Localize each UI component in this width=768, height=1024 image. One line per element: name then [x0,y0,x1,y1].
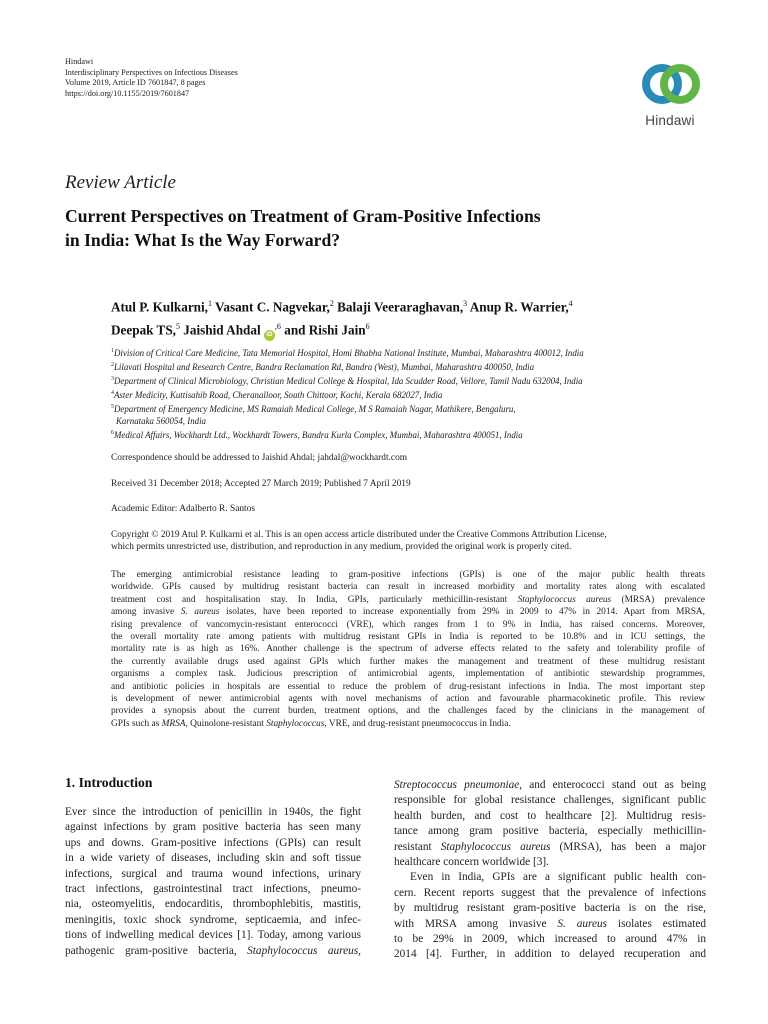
italic-run: S. aureus [557,917,608,930]
abstract-line: the overall mortality rate among patients with multidrug resistant GPIs in India is reported to be 10.8% and in ICU settings, the [111,632,705,643]
italic-run: Streptococcus pneumoniae, [394,779,523,791]
article-title [65,204,705,252]
body-line: 2014 [4]. Further, in addition to delayed recuperation and [394,948,706,961]
body-line: tions of indwelling medical devices [1]. Today, among various [65,929,361,942]
author-affil-marker: 4 [568,299,573,308]
abstract-line: organisms a complex task. Judicious prescription of antimicrobial agents, implementation of antibiotic stewardship programmes, [111,669,705,680]
abstract-line: rising prevalence of vancomycin-resistant enterococci (VRE), which ranges from 1 to 9% in India, has raised concerns. Moreover, [111,619,705,630]
affiliation-marker: 1 [111,348,114,354]
author-affil-marker: 1 [207,299,212,308]
affiliation-item [111,427,711,441]
journal-name: Interdisciplinary Perspectives on Infectious Diseases [65,67,238,77]
doi-link[interactable]: https://doi.org/10.1155/2019/7601847 [65,88,190,98]
affiliation-marker: 6 [111,430,114,437]
author-name: Deepak TS, [111,322,176,338]
italic-run: Staphylococcus aureus [440,840,551,853]
text-run: isolates estimated [607,917,707,930]
text-run: (MRSA) prevalence [611,594,705,605]
italic-run: MRSA [161,718,186,729]
affiliation-marker: 2 [111,362,114,369]
correspondence: Correspondence should be addressed to Jaishid Ahdal; jahdal@wockhardt.com [111,453,408,463]
body-line [394,778,706,793]
author-affil-marker: 3 [463,299,468,308]
author-affil-marker: ,6 [274,322,281,332]
abstract-line: provides a synopsis about the current burden, treatment options, and the challenges faced by the clinicians in the management of [111,706,705,717]
section-heading [65,775,152,791]
author-affil-marker: 2 [329,299,334,308]
body-line: by multidrug resistant gram-positive bacteria is on the rise, [394,902,706,915]
abstract-line: and antibiotic policies in hospitals are essential to reduce the problem of drug-resistant infections in India. The most important step [111,681,705,692]
body-line: tance among gram positive bacteria, especially methicillin- [394,825,706,838]
text-run: (MRSA), has been a major [550,840,706,853]
text-run: with MRSA among invasive [394,917,558,930]
affiliation-marker: 3 [111,376,114,383]
hindawi-rings-icon [640,58,702,110]
title-line: Current Perspectives on Treatment of Gram-Positive Infections [65,206,541,226]
body-line: to be 29% in 2009, which increased to around 47% in [394,933,706,946]
text-run: resistant [394,840,441,853]
body-line: ups and downs. Gram-positive infections (GPIs) can result [65,836,361,849]
article-dates: Received 31 December 2018; Accepted 27 March 2019; Published 7 April 2019 [111,479,411,489]
logo-wordmark: Hindawi [645,113,695,128]
body-line: health burden, and cost to healthcare [2]. Multidrug resis- [394,809,706,822]
author-name: and Rishi Jain [280,322,366,338]
text-run: , Quinolone-resistant [185,718,267,729]
affiliation-marker: 5 [111,404,114,411]
body-line: nia, osteomyelitis, endocarditis, thrombophlebitis, mastitis, [65,898,361,911]
affiliation-item [111,359,711,373]
body-column-right [394,778,706,963]
italic-run: Staphylococcus aureus, [247,944,361,957]
abstract-line: worldwide. GPIs caused by multidrug resistant bacteria can result in increased morbidity and mortality rates along with escalated [111,582,705,593]
section-title-text: Introduction [78,775,153,790]
author-name: Anup R. Warrier, [467,299,569,315]
body-line: healthcare concern worldwide [3]. [394,856,549,869]
hindawi-logo [636,58,708,132]
copyright-notice [111,529,711,554]
volume-info: Volume 2019, Article ID 7601847, 8 pages [65,78,206,88]
author-name: Jaishid Ahdal [179,322,261,338]
body-line: Even in India, GPIs are a significant public health con- [410,871,706,884]
abstract-line [111,594,705,606]
body-line [394,917,706,932]
author-affil-marker: 6 [365,322,370,332]
affiliation-item [111,345,711,359]
body-line: cern. Recent reports suggest that the prevalence of infections [394,886,706,899]
author-line [111,294,711,317]
journal-header [65,57,238,99]
author-name: Vasant C. Nagvekar, [211,299,330,315]
text-run: GPIs such as [111,718,162,729]
abstract [111,569,705,730]
copyright-line: which permits unrestricted use, distribution, and reproduction in any medium, provided the original work is properly cited. [111,542,572,553]
affiliation-text: Aster Medicity, Kuttisahib Road, Cheranalloor, South Chittoor, Kochi, Kerala 682027, India [114,390,443,401]
affiliation-list [111,345,711,441]
text-run: , VRE, and drug-resistant pneumococcus in India. [324,718,511,729]
body-line: tract infections, gastrointestinal tract infections, pneumo- [65,883,361,896]
body-line: Ever since the introduction of penicillin in 1940s, the fight [65,806,361,818]
abstract-line [111,606,705,618]
affiliation-text: Department of Clinical Microbiology, Christian Medical College & Hospital, Ida Scudder Road, Vellore, Tamil Nadu 632004, India [114,376,583,387]
affiliation-continuation: Karnataka 560054, India [116,416,206,427]
body-line: responsible for global resistance challenges, significant public [394,794,706,807]
affiliation-text: Lilavati Hospital and Research Centre, Bandra Reclamation Rd, Bandra (West), Mumbai, Maharashtra 400050, India [114,362,535,373]
affiliation-text: Division of Critical Care Medicine, Tata Memorial Hospital, Homi Bhabha National Institute, Mumbai, Maharashtra 400012, India [114,347,584,358]
academic-editor: Academic Editor: Adalberto R. Santos [111,504,255,514]
affiliation-item [111,373,711,387]
author-name: Balaji Veeraraghavan, [333,299,464,315]
italic-run: S. aureus [180,607,220,618]
author-list [111,294,711,341]
abstract-line: the currently available drugs used against GPIs which further makes the management and treatment of these multidrug resistant [111,656,705,667]
body-line: in a wide variety of diseases, including skin and soft tissue [65,852,361,865]
section-number: 1. [65,775,76,790]
body-column-left [65,805,361,959]
abstract-line: The emerging antimicrobial resistance leading to gram-positive infections (GPIs) is one of the major public health threats [111,570,705,580]
text-run: isolates, have been reported to increase exponentially from 29% in 2009 to 47% in 2014. Apart from MRSA, [219,607,706,618]
abstract-line [111,718,705,730]
affiliation-marker: 4 [111,390,114,397]
article-type: Review Article [65,172,176,193]
italic-run: Staphylococcus aureus [517,594,612,605]
author-affil-marker: 5 [175,322,180,332]
affiliation-item [111,401,711,415]
orcid-icon[interactable]: iD [264,330,275,341]
abstract-line: is development of newer antimicrobial agents with novel mechanisms of action and favourable pharmacokinetic profile. This review [111,694,705,705]
copyright-line: Copyright © 2019 Atul P. Kulkarni et al. This is an open access article distributed under the Creative Commons Attribution License, [111,530,607,540]
affiliation-item [111,387,711,401]
body-line: against infections by gram positive bacteria has seen many [65,821,361,834]
text-run: and enterococci stand out as being [522,779,706,791]
body-line [65,944,361,959]
abstract-line: mortality rate is as high as 16%. Another challenge is the spectrum of adverse effects related to the safety and tolerability profile of [111,644,705,655]
body-line [394,840,706,855]
affiliation-text: Department of Emergency Medicine, MS Ramaiah Medical College, M S Ramaiah Nagar, Mathikere, Bengaluru, [114,404,516,415]
text-run: pathogenic gram-positive bacteria, [65,944,248,957]
text-run: among invasive [111,607,181,618]
affiliation-text: Medical Affairs, Wockhardt Ltd., Wockhardt Towers, Bandra Kurla Complex, Mumbai, Maharashtra 400051, India [114,430,523,441]
author-name: Atul P. Kulkarni, [111,299,208,315]
body-line: meningitis, toxic shock syndrome, septicaemia, and infec- [65,913,361,926]
publisher-name: Hindawi [65,57,94,66]
body-line: infections, surgical and trauma wound infections, urinary [65,867,361,880]
author-line [111,317,711,340]
title-line: in India: What Is the Way Forward? [65,230,341,250]
text-run: treatment cost and hospitalisation stay. In India, GPIs, particularly methicillin-resistant [111,594,518,605]
italic-run: Staphylococcus [266,718,325,729]
